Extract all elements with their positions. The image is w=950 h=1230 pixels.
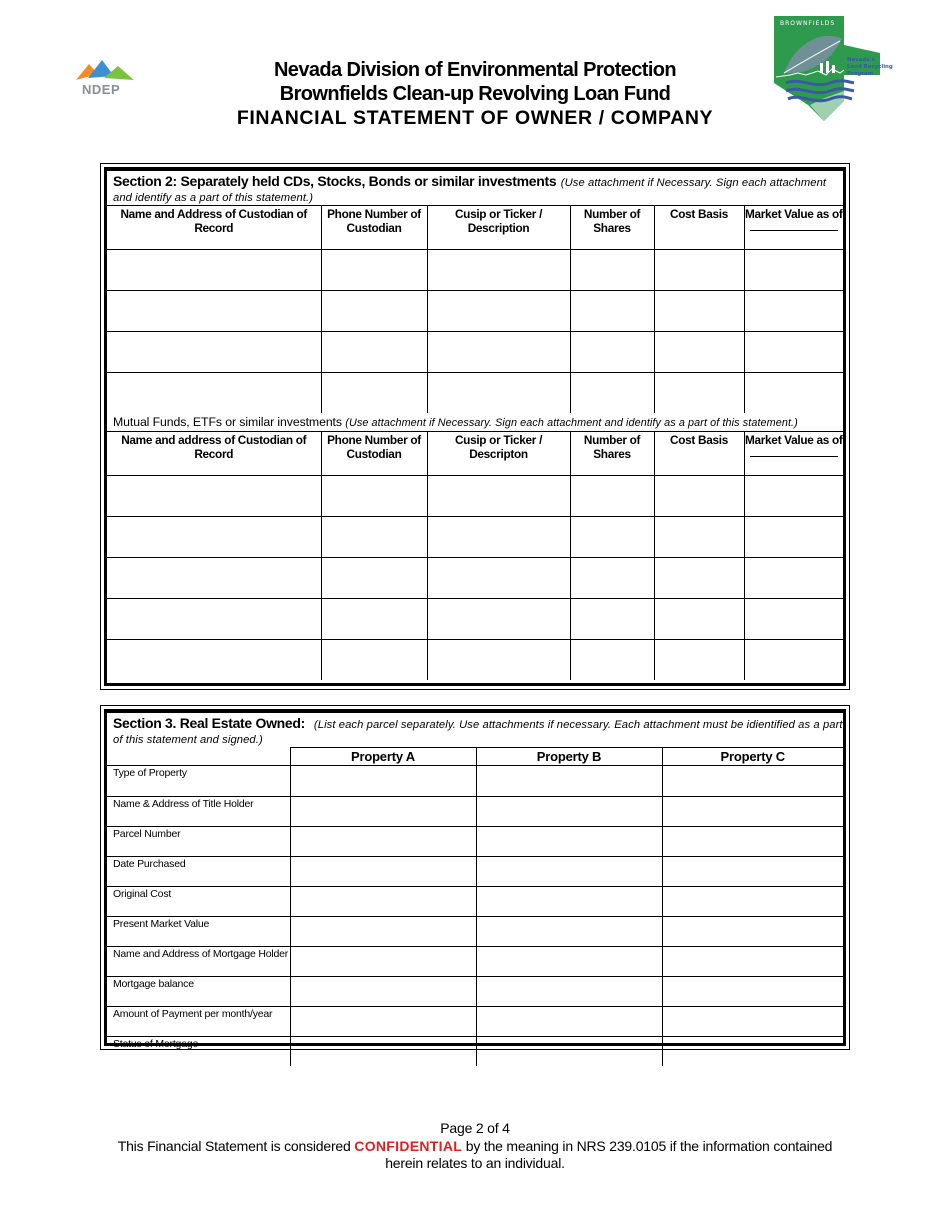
input-cell[interactable] [290,827,476,857]
row-label: Name & Address of Title Holder [107,797,290,827]
input-cell[interactable] [290,947,476,977]
input-cell[interactable] [476,917,662,947]
col-property-c: Property C [662,748,843,766]
table-row [107,599,843,640]
input-cell[interactable] [290,917,476,947]
badge-line-3: Program [847,71,874,77]
col-property-b: Property B [476,748,662,766]
mutual-funds-note: (Use attachment if Necessary. Sign each attachment and identify as a part of this statement.) [345,417,798,429]
input-cell[interactable] [654,517,744,558]
input-cell[interactable] [107,250,321,291]
input-cell[interactable] [744,640,843,681]
input-cell[interactable] [321,291,427,332]
input-cell[interactable] [744,558,843,599]
row-label: Present Market Value [107,917,290,947]
input-cell[interactable] [744,250,843,291]
table-row [107,476,843,517]
confidential-notice [100,1138,850,1173]
input-cell[interactable] [744,476,843,517]
row-label: Status of Mortgage [107,1037,290,1067]
col-cusip: Cusip or Ticker / Descripton [427,432,570,476]
section-3-header [107,713,843,747]
input-cell[interactable] [476,857,662,887]
input-cell[interactable] [321,599,427,640]
section-2-header [107,171,843,205]
input-cell[interactable] [427,476,570,517]
input-cell[interactable] [744,517,843,558]
confidential-label: CONFIDENTIAL [354,1137,463,1154]
input-cell[interactable] [427,250,570,291]
input-cell[interactable] [290,1007,476,1037]
table-row [107,857,843,887]
input-cell[interactable] [654,250,744,291]
input-cell[interactable] [662,766,843,797]
input-cell[interactable] [570,250,654,291]
table-row [107,332,843,373]
input-cell[interactable] [662,1007,843,1037]
brownfields-logo [770,15,898,125]
input-cell[interactable] [570,476,654,517]
row-label: Type of Property [107,766,290,797]
col-cost-basis: Cost Basis [654,206,744,250]
mountain-logo-icon [76,58,136,84]
ndep-logo-text: NDEP [82,82,121,97]
input-cell[interactable] [107,332,321,373]
input-cell[interactable] [427,373,570,414]
input-cell[interactable] [427,599,570,640]
col-label-blank [107,748,290,766]
input-cell[interactable] [662,797,843,827]
input-cell[interactable] [290,797,476,827]
section-2-investments [100,163,850,690]
col-shares: Number of Shares [570,432,654,476]
table-row [107,1037,843,1067]
input-cell[interactable] [654,640,744,681]
table-row [107,640,843,681]
input-cell[interactable] [321,517,427,558]
col-custodian-phone: Phone Number of Custodian [321,206,427,250]
section-2-title: Section 2: Separately held CDs, Stocks, Bonds or similar investments [113,173,557,189]
input-cell[interactable] [290,857,476,887]
table-row [107,250,843,291]
mutual-funds-title: Mutual Funds, ETFs or similar investments [113,415,342,429]
row-label: Mortgage balance [107,977,290,1007]
section-2-note: (Use attachment if Necessary. Sign each attachment and identify as a part of this statement.) [113,177,827,204]
input-cell[interactable] [107,517,321,558]
input-cell[interactable] [476,797,662,827]
input-cell[interactable] [654,599,744,640]
confidential-text-a: This Financial Statement is considered [117,1137,355,1154]
input-cell[interactable] [290,887,476,917]
input-cell[interactable] [107,476,321,517]
input-cell[interactable] [427,640,570,681]
col-cusip: Cusip or Ticker / Description [427,206,570,250]
title-line-3: FINANCIAL STATEMENT OF OWNER / COMPANY [236,107,714,129]
input-cell[interactable] [744,599,843,640]
input-cell[interactable] [321,476,427,517]
input-cell[interactable] [662,857,843,887]
stocks-header-row [107,206,843,250]
input-cell[interactable] [476,947,662,977]
col-custodian-name: Name and address of Custodian of Record [107,432,321,476]
row-label: Date Purchased [107,857,290,887]
input-cell[interactable] [570,558,654,599]
input-cell[interactable] [290,766,476,797]
table-row [107,977,843,1007]
input-cell[interactable] [744,332,843,373]
input-cell[interactable] [570,640,654,681]
badge-line-1: Nevada's [847,57,875,63]
input-cell[interactable] [476,1007,662,1037]
input-cell[interactable] [662,917,843,947]
section-3-real-estate [100,705,850,1050]
col-market-value [744,206,843,250]
input-cell[interactable] [570,373,654,414]
real-estate-table [107,747,843,1066]
mutual-funds-table [107,431,843,680]
input-cell[interactable] [570,517,654,558]
input-cell[interactable] [570,332,654,373]
property-header-row [107,748,843,766]
input-cell[interactable] [476,766,662,797]
input-cell[interactable] [654,291,744,332]
input-cell[interactable] [107,291,321,332]
input-cell[interactable] [107,640,321,681]
title-line-1: Nevada Division of Environmental Protection [273,59,677,81]
input-cell[interactable] [321,558,427,599]
input-cell[interactable] [654,558,744,599]
input-cell[interactable] [662,947,843,977]
table-row [107,373,843,414]
input-cell[interactable] [427,558,570,599]
table-row [107,827,843,857]
input-cell[interactable] [290,977,476,1007]
col-property-a: Property A [290,748,476,766]
ndep-logo [76,58,136,100]
col-cost-basis: Cost Basis [654,432,744,476]
title-line-2: Brownfields Clean-up Revolving Loan Fund [279,83,671,105]
table-row [107,1007,843,1037]
document-title [150,58,800,130]
input-cell[interactable] [570,599,654,640]
table-row [107,887,843,917]
input-cell[interactable] [744,291,843,332]
col-custodian-phone: Phone Number of Custodian [321,432,427,476]
brownfields-badge-icon [770,15,898,125]
input-cell[interactable] [654,476,744,517]
input-cell[interactable] [321,250,427,291]
table-row [107,797,843,827]
col-custodian-name: Name and Address of Custodian of Record [107,206,321,250]
page-footer [100,1120,850,1173]
input-cell[interactable] [427,517,570,558]
input-cell[interactable] [476,827,662,857]
input-cell[interactable] [744,373,843,414]
input-cell[interactable] [662,977,843,1007]
row-label: Name and Address of Mortgage Holder [107,947,290,977]
market-value-date-field[interactable] [750,221,838,231]
input-cell[interactable] [321,640,427,681]
badge-line-2: Land Recycling [847,64,893,70]
mutual-funds-header [107,413,843,431]
input-cell[interactable] [290,1037,476,1067]
market-value-date-field[interactable] [750,447,838,457]
table-row [107,517,843,558]
input-cell[interactable] [427,332,570,373]
table-row [107,947,843,977]
page-number: Page 2 of 4 [440,1120,510,1136]
section-3-note: (List each parcel separately. Use attachments if necessary. Each attachment must be idientified as a part of this statement and signed.) [113,719,843,746]
input-cell[interactable] [662,887,843,917]
row-label: Parcel Number [107,827,290,857]
col-market-value [744,432,843,476]
input-cell[interactable] [107,599,321,640]
table-row [107,917,843,947]
input-cell[interactable] [662,1037,843,1067]
input-cell[interactable] [476,977,662,1007]
mutual-header-row [107,432,843,476]
input-cell[interactable] [107,373,321,414]
section-3-title: Section 3. Real Estate Owned: [113,715,306,731]
table-row [107,766,843,797]
table-row [107,291,843,332]
col-market-value-label: Market Value as of [744,207,843,221]
table-row [107,558,843,599]
input-cell[interactable] [654,373,744,414]
stocks-bonds-table [107,205,843,413]
input-cell[interactable] [107,558,321,599]
input-cell[interactable] [662,827,843,857]
row-label: Original Cost [107,887,290,917]
input-cell[interactable] [570,291,654,332]
input-cell[interactable] [476,887,662,917]
input-cell[interactable] [427,291,570,332]
col-shares: Number of Shares [570,206,654,250]
input-cell[interactable] [654,332,744,373]
input-cell[interactable] [476,1037,662,1067]
input-cell[interactable] [321,373,427,414]
confidential-text-b: by the meaning in NRS 239.0105 if the information contained herein relates to an individual. [385,1137,833,1171]
badge-top-text: BROWNFIELDS [780,20,836,27]
input-cell[interactable] [321,332,427,373]
row-label: Amount of Payment per month/year [107,1007,290,1037]
col-market-value-label: Market Value as of [744,433,843,447]
